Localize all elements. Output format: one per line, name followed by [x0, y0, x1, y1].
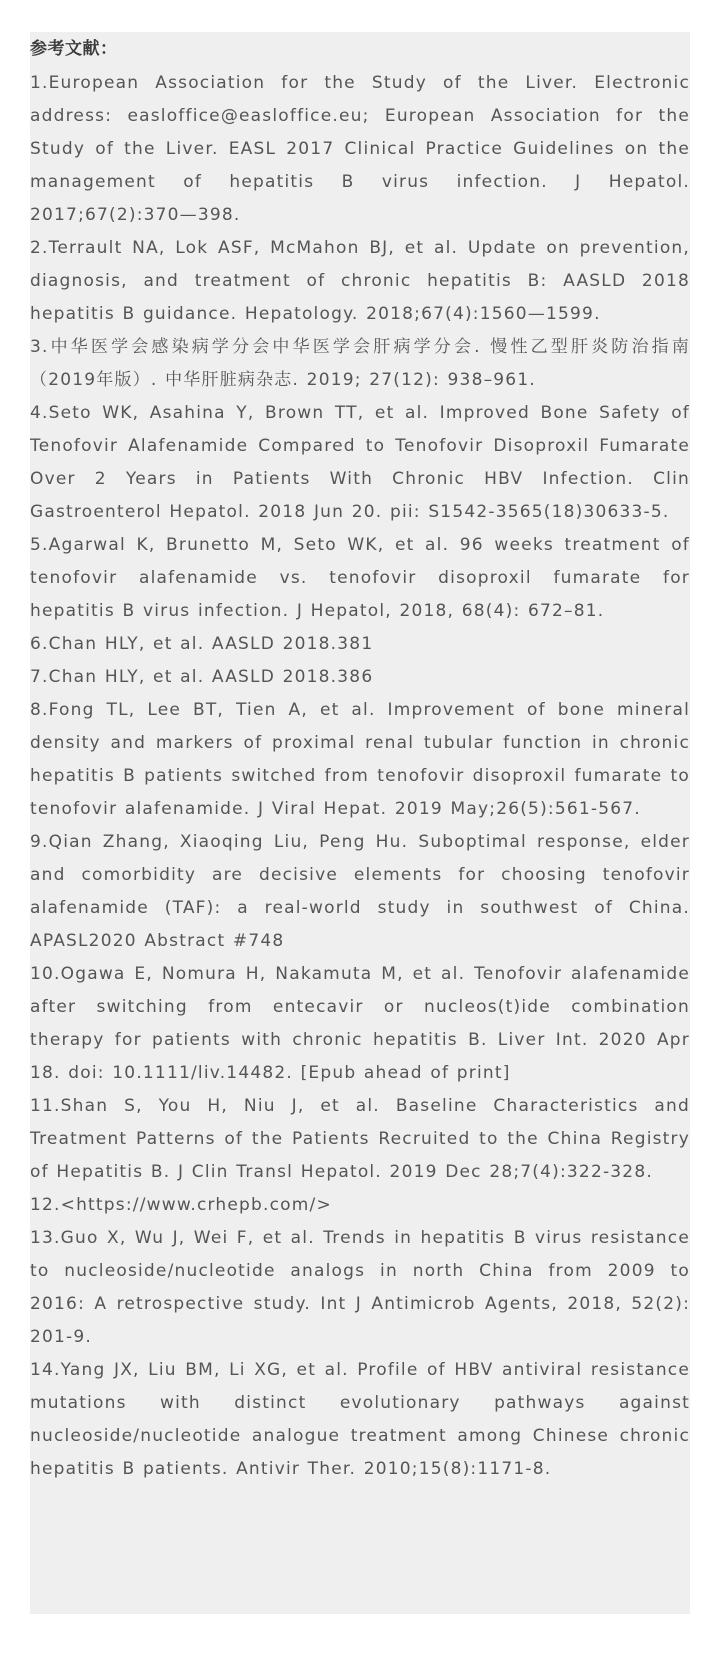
reference-item-14: 14.Yang JX, Liu BM, Li XG, et al. Profile of HBV antiviral resistance mutations with distinct evolutionary pathways against nucleoside/nucleotide analogue treatment among Chinese chronic hepatitis B patients. Antivir Ther. 2010;15(8):1171-8.: [30, 1360, 690, 1479]
reference-item-1: 1.European Association for the Study of the Liver. Electronic address: easloffice@easloffice.eu; European Association for the Study of the Liver. EASL 2017 Clinical Practice Guidelines on the management of hepatitis B virus infection. J Hepatol. 2017;67(2):370—398.: [30, 73, 690, 225]
reference-item-6: 6.Chan HLY, et al. AASLD 2018.381: [30, 634, 374, 654]
reference-item-11: 11.Shan S, You H, Niu J, et al. Baseline Characteristics and Treatment Patterns of the Patients Recruited to the China Registry of Hepatitis B. J Clin Transl Hepatol. 2019 Dec 28;7(4):322-328.: [30, 1096, 690, 1182]
reference-item-7: 7.Chan HLY, et al. AASLD 2018.386: [30, 667, 374, 687]
references-list: [30, 67, 690, 1486]
reference-item-4: 4.Seto WK, Asahina Y, Brown TT, et al. Improved Bone Safety of Tenofovir Alafenamide Compared to Tenofovir Disoproxil Fumarate Over 2 Years in Patients With Chronic HBV Infection. Clin Gastroenterol Hepatol. 2018 Jun 20. pii: S1542-3565(18)30633-5.: [30, 403, 690, 522]
reference-item-10: 10.Ogawa E, Nomura H, Nakamuta M, et al. Tenofovir alafenamide after switching from entecavir or nucleos(t)ide combination therapy for patients with chronic hepatitis B. Liver Int. 2020 Apr 18. doi: 10.1111/liv.14482. [Epub ahead of print]: [30, 964, 690, 1083]
references-panel: [30, 32, 690, 1614]
references-heading: 参考文献：: [30, 39, 118, 59]
reference-item-8: 8.Fong TL, Lee BT, Tien A, et al. Improvement of bone mineral density and markers of proximal renal tubular function in chronic hepatitis B patients switched from tenofovir disoproxil fumarate to tenofovir alafenamide. J Viral Hepat. 2019 May;26(5):561-567.: [30, 700, 690, 819]
reference-item-12: 12.<https://www.crhepb.com/>: [30, 1195, 332, 1215]
reference-item-2: 2.Terrault NA, Lok ASF, McMahon BJ, et al. Update on prevention, diagnosis, and treatment of chronic hepatitis B: AASLD 2018 hepatitis B guidance. Hepatology. 2018;67(4):1560—1599.: [30, 238, 690, 324]
reference-item-9: 9.Qian Zhang, Xiaoqing Liu, Peng Hu. Suboptimal response, elder and comorbidity are decisive elements for choosing tenofovir alafenamide (TAF): a real-world study in southwest of China. APASL2020 Abstract #748: [30, 832, 690, 951]
reference-item-3: 3.中华医学会感染病学分会中华医学会肝病学分会. 慢性乙型肝炎防治指南（2019年版）. 中华肝脏病杂志. 2019; 27(12): 938–961.: [30, 337, 690, 390]
reference-item-13: 13.Guo X, Wu J, Wei F, et al. Trends in hepatitis B virus resistance to nucleoside/nucleotide analogs in north China from 2009 to 2016: A retrospective study. Int J Antimicrob Agents, 2018, 52(2): 201-9.: [30, 1228, 690, 1347]
reference-item-5: 5.Agarwal K, Brunetto M, Seto WK, et al. 96 weeks treatment of tenofovir alafenamide vs. tenofovir disoproxil fumarate for hepatitis B virus infection. J Hepatol, 2018, 68(4): 672–81.: [30, 535, 690, 621]
